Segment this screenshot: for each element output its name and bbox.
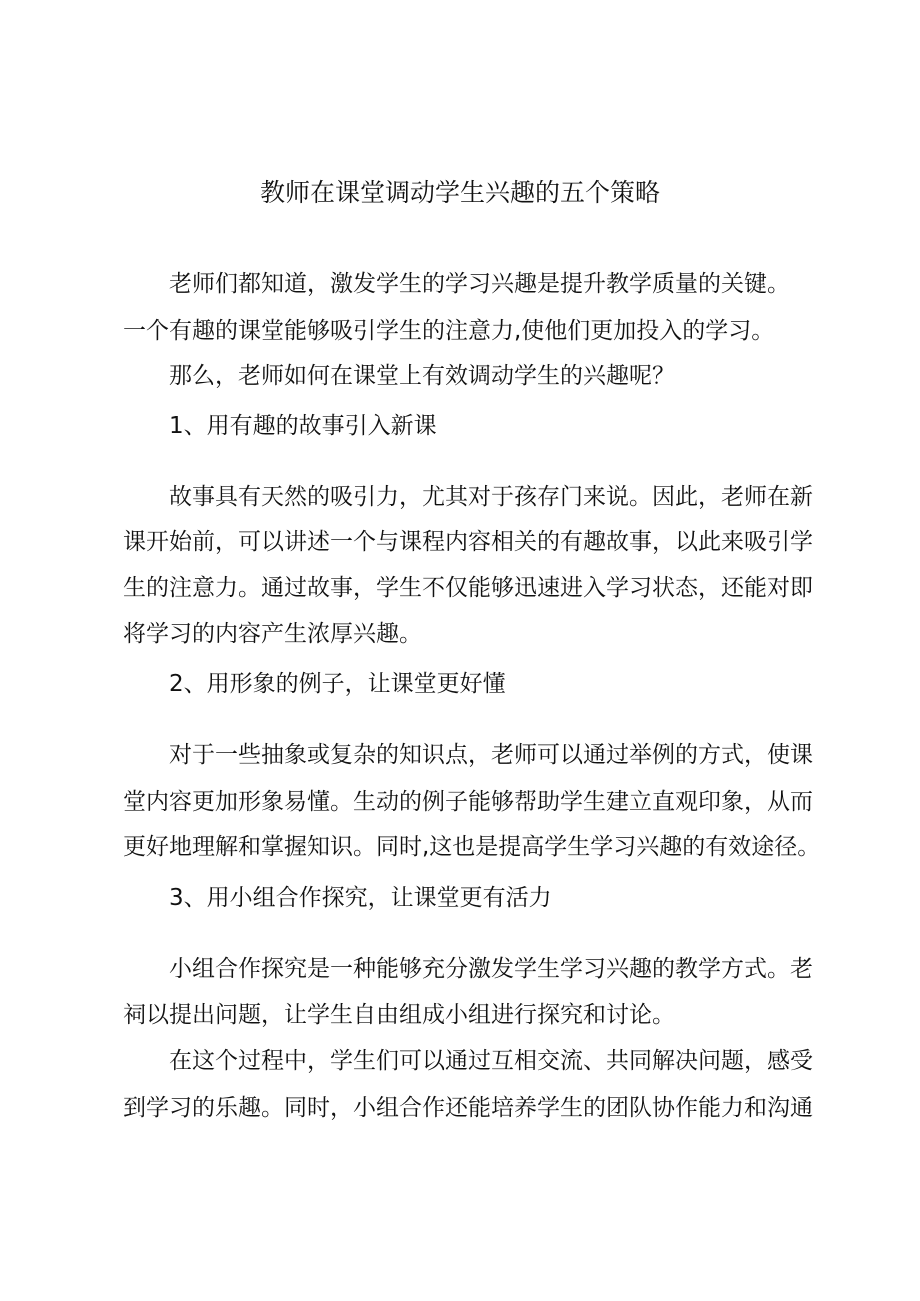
section-1-line-4: 将学习的内容产生浓厚兴趣。 — [123, 621, 422, 647]
section-3-heading: 3、用小组合作探究，让课堂更有活力 — [169, 885, 552, 911]
section-3-line-1: 小组合作探究是一种能够充分激发学生学习兴趣的教学方式。老 — [169, 956, 813, 982]
section-2-heading: 2、用形象的例子，让课堂更好懂 — [169, 671, 506, 697]
section-1-line-1: 故事具有天然的吸引力，尤其对于孩存门来说。因此，老师在新 — [169, 484, 813, 510]
section-3-line-4: 到学习的乐趣。同时，小组合作还能培养学生的团队协作能力和沟通 — [123, 1095, 813, 1121]
document-title: 教师在课堂调动学生兴趣的五个策略 — [259, 178, 660, 207]
intro-line-1: 老师们都知道，激发学生的学习兴趣是提升教学质量的关键。 — [169, 271, 790, 297]
intro-line-2: 一个有趣的课堂能够吸引学生的注意力,使他们更加投入的学习。 — [123, 318, 775, 344]
section-1-line-2: 课开始前，可以讲述一个与课程内容相关的有趣故事，以此来吸引学 — [123, 529, 813, 555]
section-3-line-2: 祠以提出问题，让学生自由组成小组进行探究和讨论。 — [123, 1002, 675, 1028]
intro-line-3: 那么，老师如何在课堂上有效调动学生的兴趣呢？ — [169, 363, 675, 389]
section-3-line-3: 在这个过程中，学生们可以通过互相交流、共同解决问题，感受 — [169, 1048, 813, 1074]
section-2-line-1: 对于一些抽象或复杂的知识点，老师可以通过举例的方式，使课 — [169, 742, 813, 768]
section-1-line-3: 生的注意力。通过故事，学生不仅能够迅速进入学习状态，还能对即 — [123, 575, 813, 601]
section-1-heading: 1、用有趣的故事引入新课 — [169, 413, 437, 439]
section-2-line-2: 堂内容更加形象易懂。生动的例子能够帮助学生建立直观印象，从而 — [123, 789, 813, 815]
section-2-line-3: 更好地理解和掌握知识。同时,这也是提高学生学习兴趣的有效途径。 — [123, 834, 821, 860]
